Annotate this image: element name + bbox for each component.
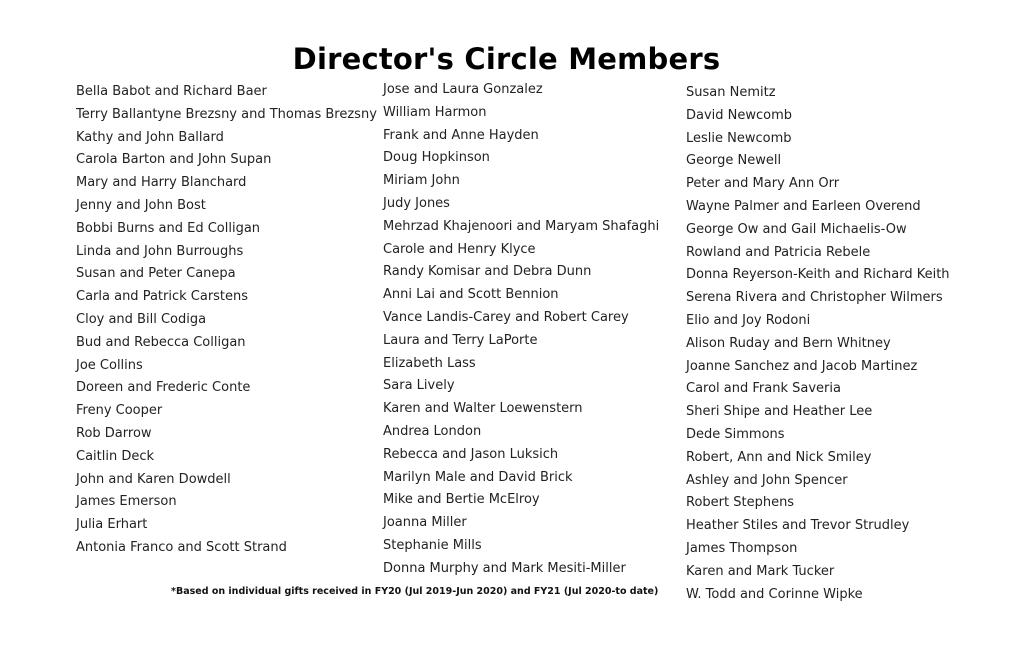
member-name: Peter and Mary Ann Orr [686,176,840,192]
member-name: Carol and Frank Saveria [686,381,841,397]
member-name: Jose and Laura Gonzalez [383,82,543,97]
member-name: Sheri Shipe and Heather Lee [686,404,873,420]
member-name: Rob Darrow [76,425,152,441]
member-name: Elio and Joy Rodoni [686,312,811,328]
member-name: Jenny and John Bost [76,197,206,213]
page-title: Director's Circle Members [292,42,721,76]
member-name: Anni Lai and Scott Bennion [383,287,559,303]
member-name: Bobbi Burns and Ed Colligan [76,220,261,236]
member-name: Mehrzad Khajenoori and Maryam Shafaghi [383,218,660,234]
member-name: Robert, Ann and Nick Smiley [686,449,872,465]
member-name: Andrea London [383,423,482,439]
member-name: Doug Hopkinson [383,150,490,166]
member-name: Caitlin Deck [76,448,155,464]
member-name: Stephanie Mills [383,537,482,553]
member-name: Terry Ballantyne Brezsny and Thomas Brezsny [76,106,377,122]
member-name: Judy Jones [383,195,450,211]
member-name: Carole and Henry Klyce [383,241,536,257]
member-name: Alison Ruday and Bern Whitney [686,335,891,351]
member-name: Heather Stiles and Trevor Strudley [686,518,910,534]
member-name: Donna Murphy and Mark Mesiti-Miller [383,560,626,576]
member-name: Serena Rivera and Christopher Wilmers [686,290,943,306]
member-name: Leslie Newcomb [686,130,792,146]
member-name: Robert Stephens [686,495,795,511]
member-name: Carola Barton and John Supan [76,152,272,168]
member-name: Donna Reyerson-Keith and Richard Keith [686,267,950,283]
member-name: Karen and Mark Tucker [686,563,835,579]
member-name: Joanne Sanchez and Jacob Martinez [686,358,918,374]
member-name: Joe Collins [76,357,143,373]
member-name: Mary and Harry Blanchard [76,175,247,191]
member-name: James Emerson [76,494,177,510]
member-name: David Newcomb [686,107,793,123]
member-name: Carla and Patrick Carstens [76,289,249,305]
member-name: Kathy and John Ballard [76,129,224,145]
member-name: Karen and Walter Loewenstern [383,401,583,417]
member-name: Marilyn Male and David Brick [383,469,573,485]
member-name: Dede Simmons [686,426,785,442]
members-column-2 [383,79,659,581]
member-name: Bud and Rebecca Colligan [76,334,246,350]
member-name: Randy Komisar and Debra Dunn [383,264,592,280]
member-name: John and Karen Dowdell [76,471,231,487]
member-name: George Newell [686,153,782,169]
member-name: Susan and Peter Canepa [76,266,236,282]
member-name: Miriam John [383,173,460,189]
member-name: Antonia Franco and Scott Strand [76,539,287,555]
member-name: Julia Erhart [76,517,148,533]
member-name: Elizabeth Lass [383,355,476,371]
member-name: George Ow and Gail Michaelis-Ow [686,221,907,237]
members-column-3 [686,82,950,606]
member-name: James Thompson [686,540,798,556]
member-name: Sara Lively [383,378,455,394]
member-name: Laura and Terry LaPorte [383,332,538,348]
member-name: Wayne Palmer and Earleen Overend [686,198,921,214]
member-name: Bella Babot and Richard Baer [76,84,267,99]
footnote: *Based on individual gifts received in FY20 (Jul 2019-Jun 2020) and FY21 (Jul 2020-to date) [171,586,659,597]
member-name: W. Todd and Corinne Wipke [686,586,863,602]
member-name: Rebecca and Jason Luksich [383,446,559,462]
members-column-1 [76,81,377,560]
member-name: Susan Nemitz [686,85,776,100]
member-name: Doreen and Frederic Conte [76,380,251,396]
member-name: Mike and Bertie McElroy [383,492,540,508]
member-name: William Harmon [383,104,487,120]
member-name: Rowland and Patricia Rebele [686,244,871,260]
member-name: Cloy and Bill Codiga [76,311,207,327]
member-name: Frank and Anne Hayden [383,127,539,143]
member-name: Vance Landis-Carey and Robert Carey [383,309,629,325]
member-name: Ashley and John Spencer [686,472,848,488]
member-name: Joanna Miller [383,515,467,531]
member-name: Linda and John Burroughs [76,243,244,259]
member-name: Freny Cooper [76,403,163,419]
